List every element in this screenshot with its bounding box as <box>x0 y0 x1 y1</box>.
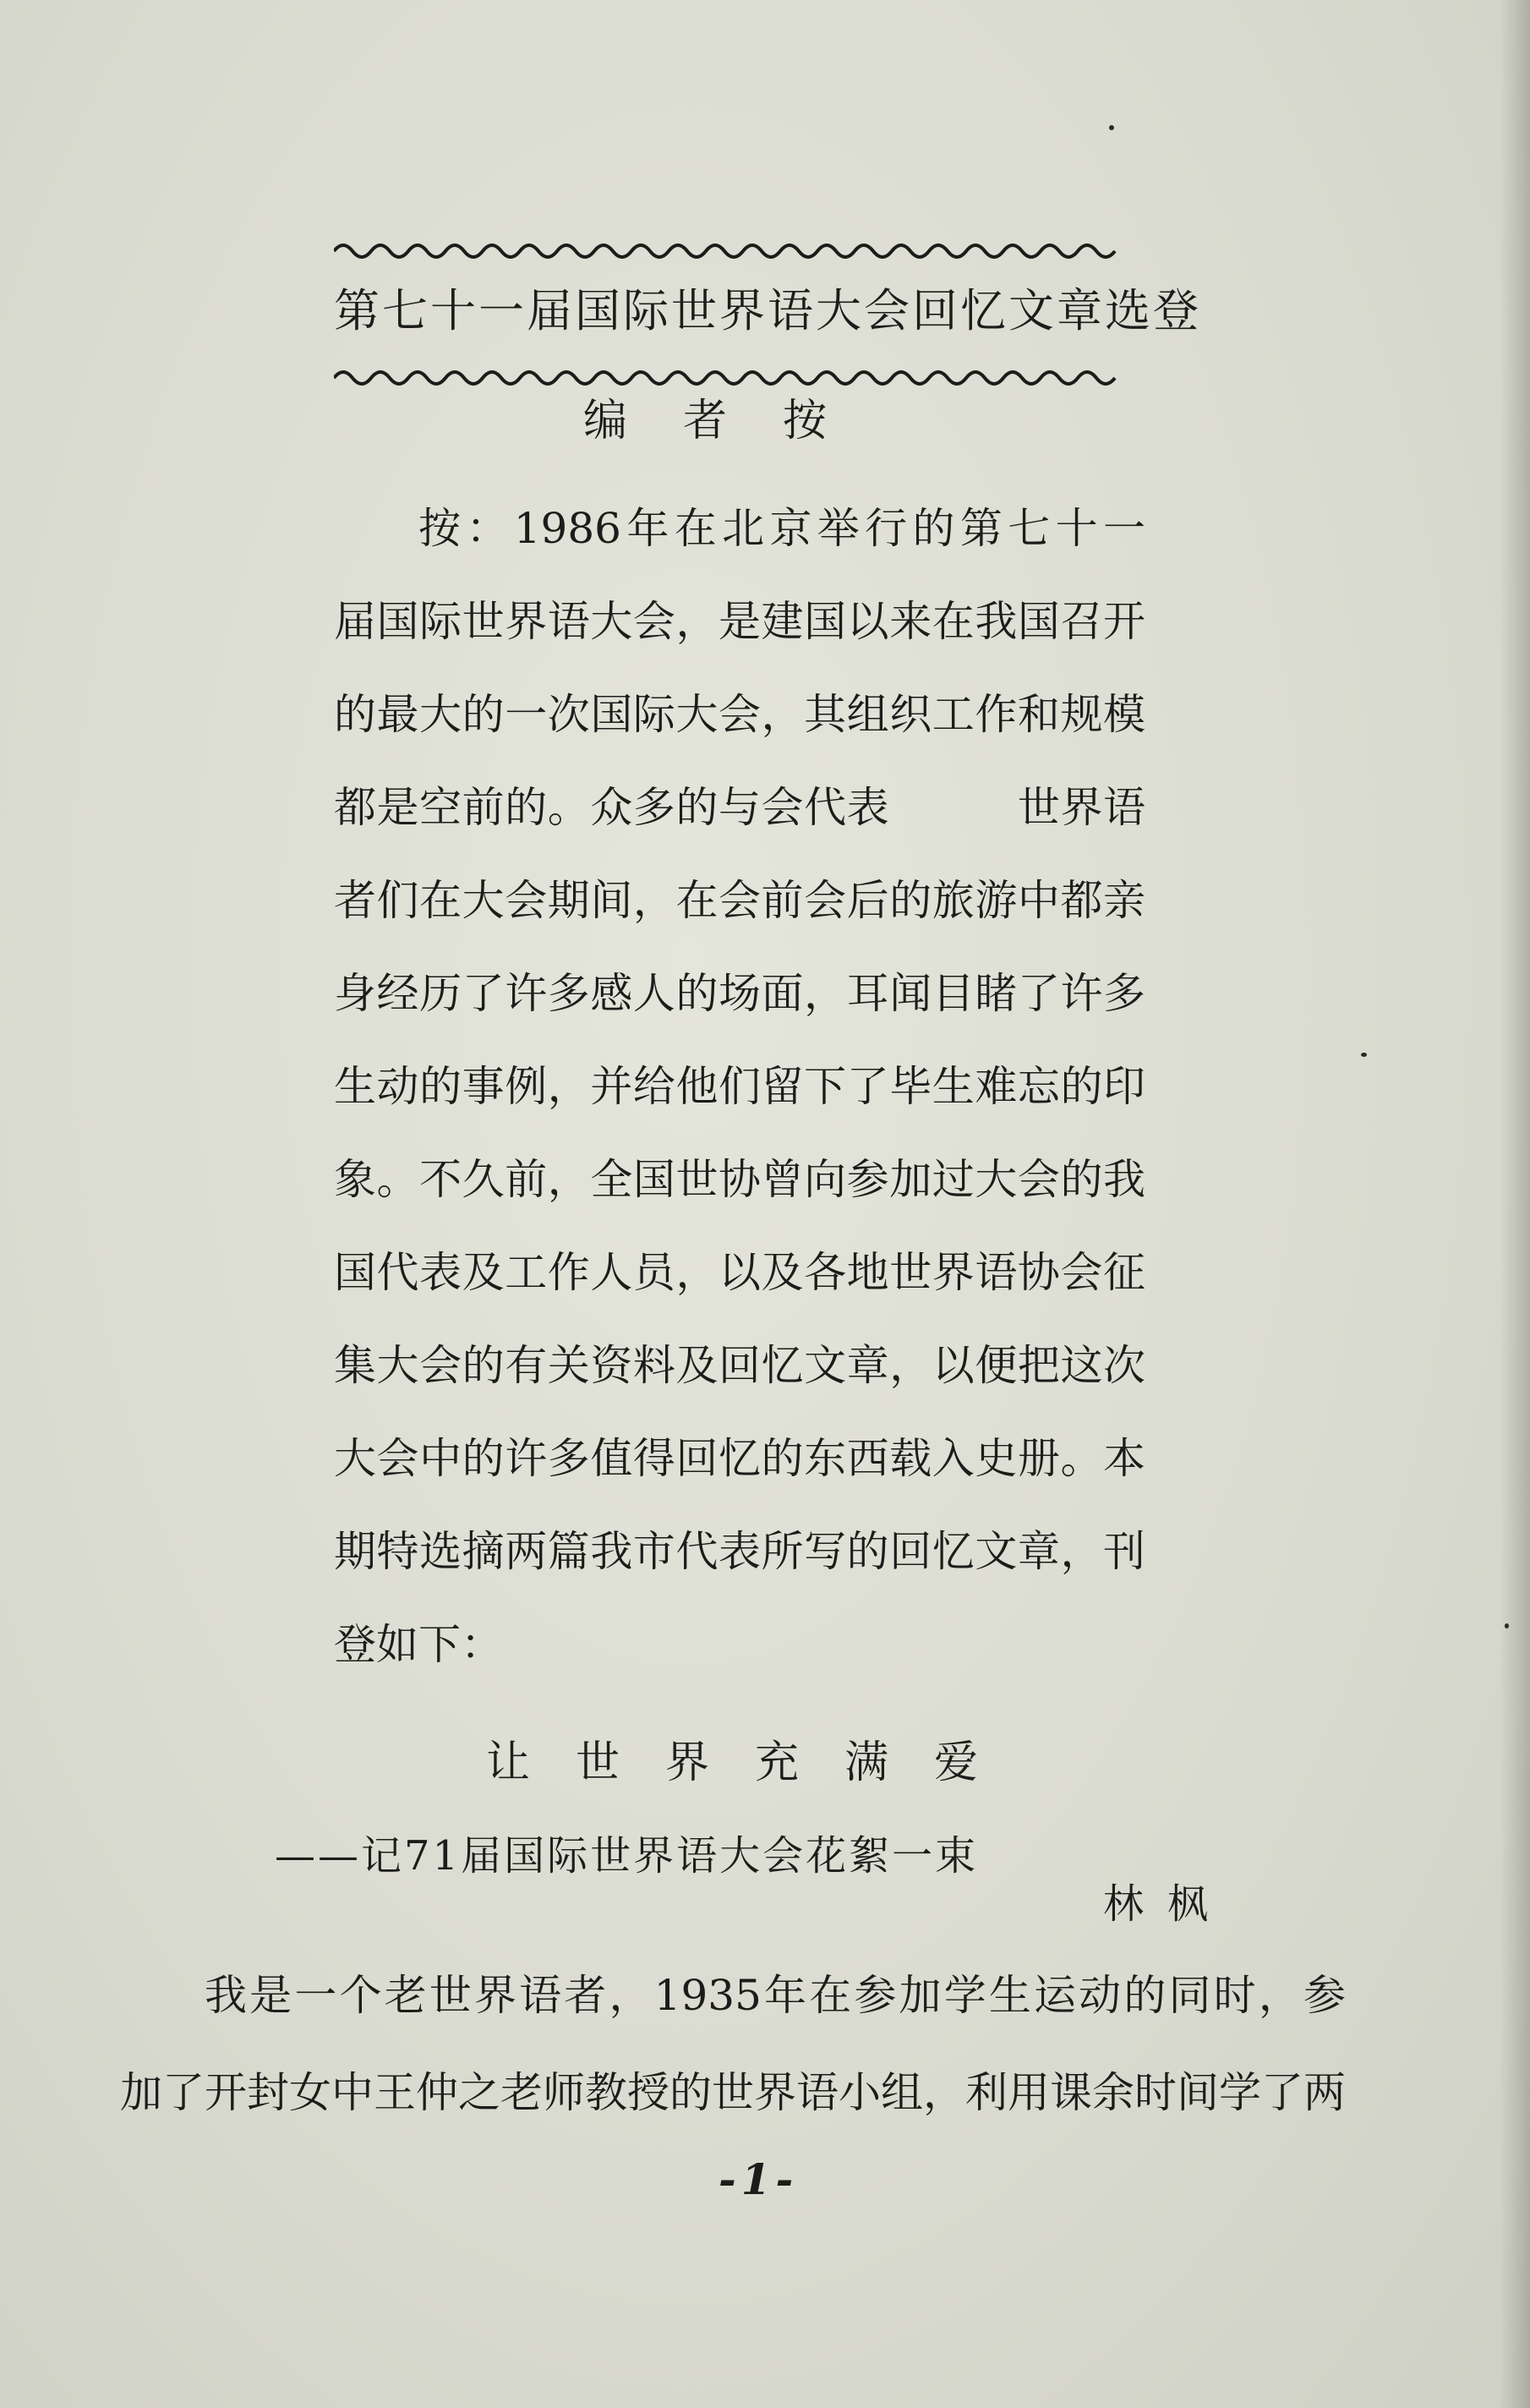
paper-speck <box>1109 125 1114 130</box>
paragraph-line: 登如下： <box>334 1620 503 1669</box>
article-subtitle: ——记71届国际世界语大会花絮一束 <box>275 1832 979 1880</box>
paper-speck <box>1361 1053 1367 1057</box>
editor-note-paragraph <box>334 482 1145 1691</box>
article-author: 林枫 <box>1103 1880 1232 1928</box>
paragraph-line: 都是空前的。众多的与会代表 世界语 <box>334 783 1145 832</box>
paragraph-line: 按：1986年在北京举行的第七十一 <box>418 504 1145 553</box>
page-number: -1- <box>719 2154 799 2204</box>
series-title: 第七十一届国际世界语大会回忆文章选登 <box>334 284 1201 337</box>
paragraph-line: 届国际世界语大会，是建国以来在我国召开 <box>334 597 1145 646</box>
paragraph-line: 的最大的一次国际大会，其组织工作和规模 <box>334 690 1145 739</box>
article-body-line: 加了开封女中王仲之老师教授的世界语小组，利用课余时间学了两 <box>120 2068 1346 2117</box>
paragraph-line: 大会中的许多值得回忆的东西载入史册。本 <box>334 1434 1145 1483</box>
paragraph-line: 生动的事例，并给他们留下了毕生难忘的印 <box>334 1062 1145 1111</box>
paragraph-line: 身经历了许多感人的场面，耳闻目睹了许多 <box>334 969 1145 1018</box>
paragraph-line: 集大会的有关资料及回忆文章，以便把这次 <box>334 1341 1145 1390</box>
editor-note-heading: 编者按 <box>583 396 883 446</box>
article-title: 让世界充满爱 <box>486 1738 1025 1788</box>
top-wavy-rule <box>334 238 1120 264</box>
paragraph-line: 期特选摘两篇我市代表所写的回忆文章，刊 <box>334 1527 1145 1576</box>
page-edge-shadow <box>1500 0 1530 2408</box>
bottom-wavy-rule <box>334 365 1120 391</box>
paragraph-line: 国代表及工作人员，以及各地世界语协会征 <box>334 1248 1145 1297</box>
paragraph-line: 象。不久前，全国世协曾向参加过大会的我 <box>334 1155 1145 1204</box>
paragraph-line: 者们在大会期间，在会前会后的旅游中都亲 <box>334 876 1145 925</box>
paper-speck <box>1505 1623 1509 1628</box>
article-body-line: 我是一个老世界语者，1935年在参加学生运动的同时，参 <box>205 1971 1346 2020</box>
